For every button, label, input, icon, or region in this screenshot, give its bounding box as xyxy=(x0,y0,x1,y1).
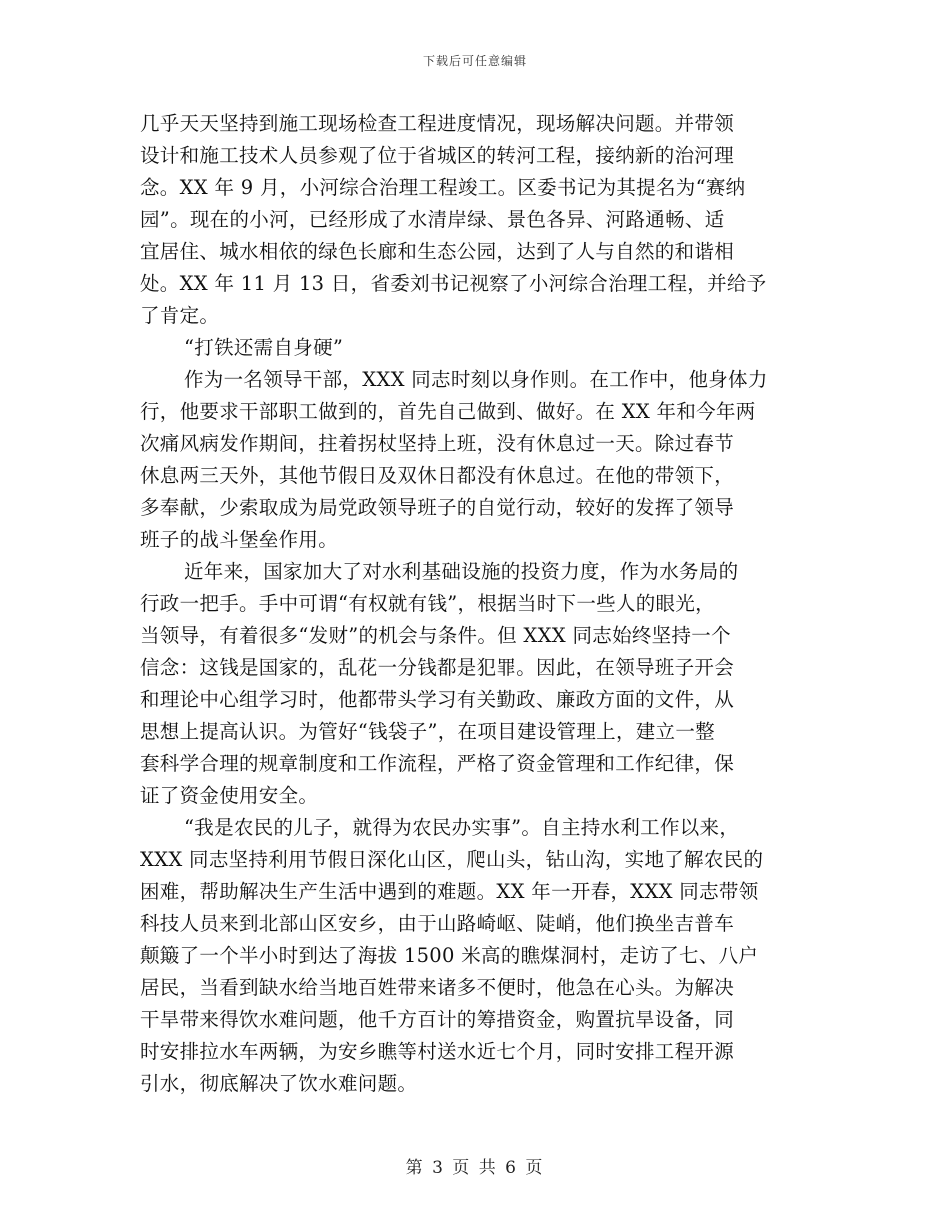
text-line: 近年来，国家加大了对水利基础设施的投资力度，作为水务局的 xyxy=(184,560,739,583)
text-line: “我是农民的儿子，就得为农民办实事”。自主持水利工作以来， xyxy=(184,816,740,839)
text-line: 了肯定。 xyxy=(140,304,220,327)
text-line: 行政一把手。手中可谓“有权就有钱”，根据当时下一些人的眼光， xyxy=(140,592,715,615)
text-line: 和理论中心组学习时，他都带头学习有关勤政、廉政方面的文件，从 xyxy=(140,688,735,711)
document-body xyxy=(140,108,820,1100)
text-line: 次痛风病发作期间，拄着拐杖坚持上班，没有休息过一天。除过春节 xyxy=(140,432,735,455)
text-line: 班子的战斗堡垒作用。 xyxy=(140,528,339,551)
text-line: 居民，当看到缺水给当地百姓带来诸多不便时，他急在心头。为解决 xyxy=(140,976,735,999)
text-line: 科技人员来到北部山区安乡，由于山路崎岖、陡峭，他们换坐吉普车 xyxy=(140,912,735,935)
text-line: 园”。现在的小河，已经形成了水清岸绿、景色各异、河路通畅、适 xyxy=(140,208,725,231)
text-line: 思想上提高认识。为管好“钱袋子”，在项目建设管理上，建立一整 xyxy=(140,720,715,743)
text-line: 宜居住、城水相依的绿色长廊和生态公园，达到了人与自然的和谐相 xyxy=(140,240,735,263)
text-line: 几乎天天坚持到施工现场检查工程进度情况，现场解决问题。并带领 xyxy=(140,112,735,135)
text-line: 时安排拉水车两辆，为安乡瞧等村送水近七个月，同时安排工程开源 xyxy=(140,1040,735,1063)
text-line: 困难，帮助解决生产生活中遇到的难题。XX 年一开春，XXX 同志带领 xyxy=(140,880,759,903)
text-line: “打铁还需自身硬” xyxy=(184,336,344,359)
text-line: 证了资金使用安全。 xyxy=(140,784,319,807)
text-line: 引水，彻底解决了饮水难问题。 xyxy=(140,1072,418,1095)
text-line: 信念：这钱是国家的，乱花一分钱都是犯罪。因此，在领导班子开会 xyxy=(140,656,735,679)
text-line: 作为一名领导干部，XXX 同志时刻以身作则。在工作中，他身体力 xyxy=(184,368,768,391)
text-line: 行，他要求干部职工做到的，首先自己做到、做好。在 XX 年和今年两 xyxy=(140,400,756,423)
text-line: 干旱带来得饮水难问题，他千方百计的筹措资金，购置抗旱设备，同 xyxy=(140,1008,735,1031)
text-line: XXX 同志坚持利用节假日深化山区，爬山头，钻山沟，实地了解农民的 xyxy=(140,848,764,871)
text-line: 设计和施工技术人员参观了位于省城区的转河工程，接纳新的治河理 xyxy=(140,144,735,167)
text-line: 处。XX 年 11 月 13 日，省委刘书记视察了小河综合治理工程，并给予 xyxy=(140,272,767,295)
text-line: 颠簸了一个半小时到达了海拔 1500 米高的瞧煤洞村，走访了七、八户 xyxy=(140,944,759,967)
text-line: 套科学合理的规章制度和工作流程，严格了资金管理和工作纪律，保 xyxy=(140,752,735,775)
page-number-footer: 第 3 页 共 6 页 xyxy=(405,1158,545,1178)
text-line: 念。XX 年 9 月，小河综合治理工程竣工。区委书记为其提名为“赛纳 xyxy=(140,176,746,199)
text-line: 休息两三天外，其他节假日及双休日都没有休息过。在他的带领下， xyxy=(140,464,735,487)
text-line: 多奉献，少索取成为局党政领导班子的自觉行动，较好的发挥了领导 xyxy=(140,496,735,519)
page-header-note: 下载后可任意编辑 xyxy=(422,54,527,68)
text-line: 当领导，有着很多“发财”的机会与条件。但 XXX 同志始终坚持一个 xyxy=(140,624,731,647)
